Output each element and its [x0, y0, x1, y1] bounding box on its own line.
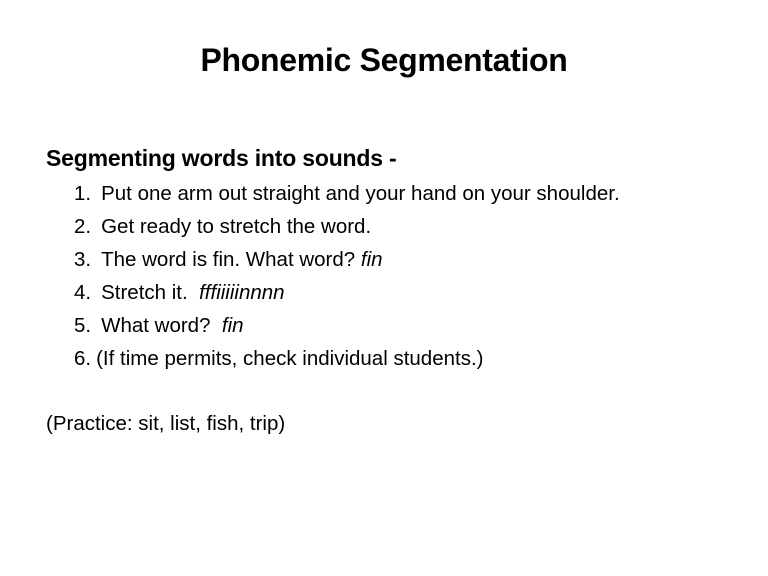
steps-list	[74, 180, 620, 378]
step-italic-word: fin	[221, 314, 244, 337]
step-number: 1.	[74, 182, 92, 205]
step-number: 6.	[74, 347, 92, 370]
list-item	[74, 345, 620, 378]
step-text: What word?	[101, 314, 211, 337]
slide-title: Phonemic Segmentation	[200, 42, 568, 78]
step-italic-word: fffiiiiinnnn	[199, 281, 285, 304]
step-text: Put one arm out straight and your hand on your shoulder.	[101, 182, 620, 205]
step-number: 2.	[74, 215, 92, 238]
step-italic-word: fin	[360, 248, 383, 271]
step-number: 4.	[74, 281, 92, 304]
section-heading: Segmenting words into sounds -	[46, 145, 397, 171]
list-item	[74, 312, 620, 345]
step-number: 3.	[74, 248, 92, 271]
step-text: The word is fin. What word?	[101, 248, 356, 271]
step-text: Stretch it.	[101, 281, 188, 304]
list-item	[74, 180, 620, 213]
list-item	[74, 213, 620, 246]
list-item	[74, 279, 620, 312]
list-item	[74, 246, 620, 279]
practice-words: (Practice: sit, list, fish, trip)	[46, 412, 286, 435]
step-number: 5.	[74, 314, 92, 337]
step-text: Get ready to stretch the word.	[101, 215, 372, 238]
step-text: (If time permits, check individual students.)	[96, 347, 484, 370]
